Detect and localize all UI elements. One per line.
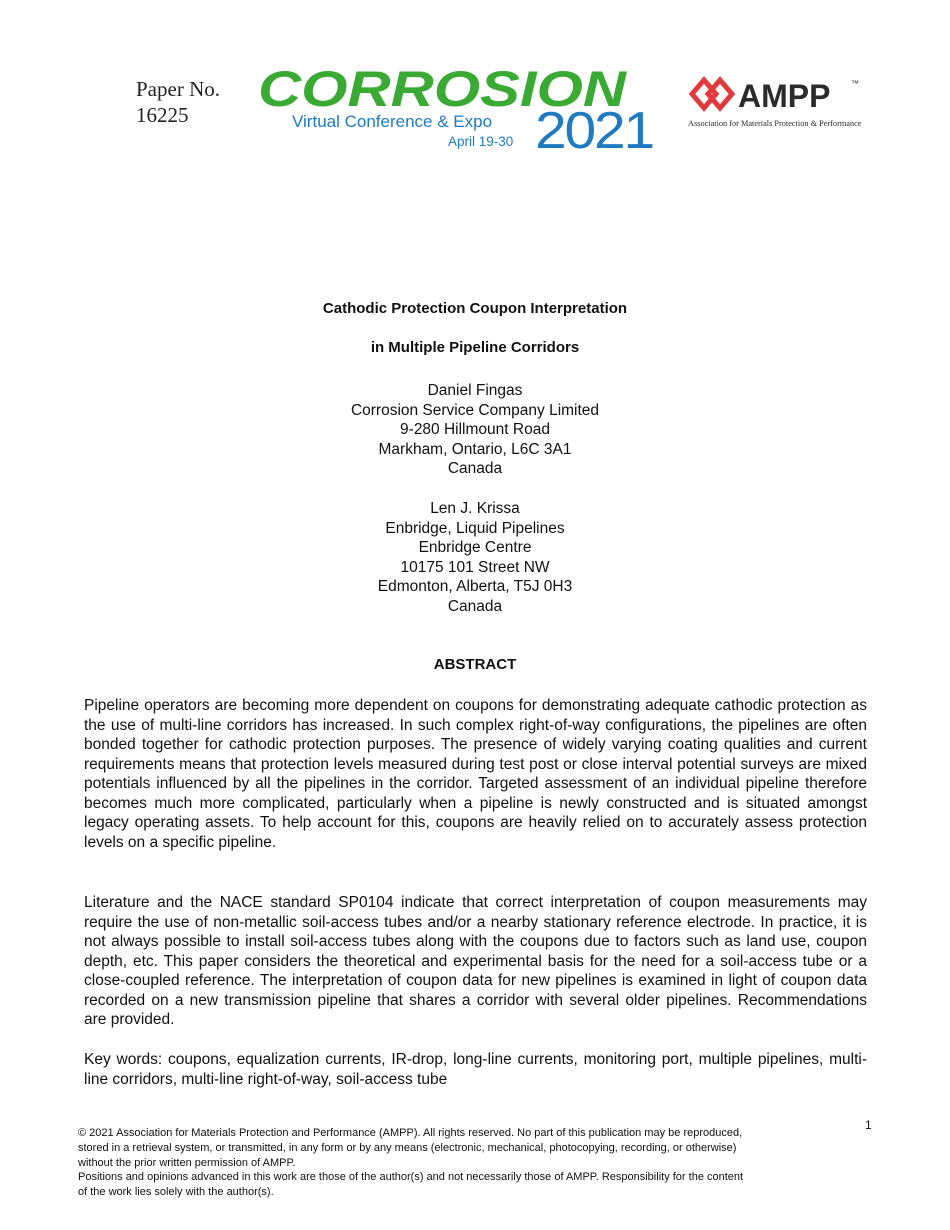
abstract-heading: ABSTRACT: [433, 656, 517, 673]
corrosion-logo-subtitle: Virtual Conference & Expo: [292, 112, 493, 131]
ampp-logo-tm: ™: [851, 79, 859, 88]
author-1-name: Daniel Fingas: [427, 382, 523, 399]
ampp-logo-word: AMPP: [738, 78, 831, 114]
footer-line-3: without the prior written permission of AMPP.: [78, 1156, 296, 1169]
author-block-1: [0, 381, 950, 479]
author-2-name: Len J. Krissa: [430, 500, 520, 517]
abstract-paragraph-1: Pipeline operators are becoming more dependent on coupons for demonstrating adequate cathodic protection as the use of multi-line corridors has increased. In such complex right-of-way configurations, the pipelines are often bonded together for cathodic protection purposes. The presence of widely varying coating qualities and current requirements means that protection levels measured during test post or close interval potential surveys are mixed potentials influenced by all the pipelines in the corridor. Targeted assessment of an individual pipeline therefore becomes much more complicated, particularly when a pipeline is newly constructed and is situated amongst legacy operating assets. To help account for this, coupons are heavily relied on to accurately assess protection levels on a specific pipeline.: [84, 697, 867, 851]
footer-line-1: © 2021 Association for Materials Protection and Performance (AMPP). All rights reserved. No part of this publication may be reproduced,: [78, 1127, 743, 1139]
author-2-city: Edmonton, Alberta, T5J 0H3: [377, 578, 573, 596]
author-block-2: [0, 499, 950, 617]
author-1-street: 9-280 Hillmount Road: [400, 421, 550, 439]
corrosion-logo-word: CORROSION: [258, 64, 628, 117]
author-2-company: Enbridge, Liquid Pipelines: [385, 519, 565, 537]
author-2-building: Enbridge Centre: [418, 539, 532, 557]
corrosion-logo-year: 2021: [535, 102, 654, 154]
author-2-country: Canada: [447, 597, 503, 615]
paper-title-line-1: Cathodic Protection Coupon Interpretation: [322, 300, 628, 317]
ampp-mark-icon: [692, 80, 732, 108]
footer-line-2: stored in a retrieval system, or transmitted, in any form or by any means (electronic, mechanical, photocopying, recording, or otherwise): [78, 1141, 737, 1154]
page-number: 1: [865, 1118, 872, 1132]
author-2-street: 10175 101 Street NW: [400, 558, 550, 576]
paper-no-value: 16225: [136, 103, 189, 127]
paper-number-label: [136, 76, 220, 128]
author-1-country: Canada: [447, 460, 503, 478]
abstract-paragraph-2: Literature and the NACE standard SP0104 indicate that correct interpretation of coupon measurements may require the use of non-metallic soil-access tubes and/or a nearby stationary reference electrode. In practice, it is not always possible to install soil-access tubes along with the coupons due to factors such as land use, coupon depth, etc. This paper considers the theoretical and experimental basis for the need for a soil-access tube or a close-coupled reference. The interpretation of coupon data for new pipelines is examined in light of coupon data recorded on a new transmission pipeline that shares a corridor with several older pipelines. Recommendations are provided.: [84, 894, 867, 1028]
paper-title-line-2: in Multiple Pipeline Corridors: [370, 339, 580, 356]
keywords-paragraph: Key words: coupons, equalization currents, IR-drop, long-line currents, monitoring port, multiple pipelines, multi-line corridors, multi-line right-of-way, soil-access tube: [84, 1051, 867, 1088]
paper-no-label: Paper No.: [136, 77, 220, 101]
corrosion-logo-dates: April 19-30: [448, 134, 514, 149]
footer-line-5: of the work lies solely with the author(s).: [78, 1186, 274, 1199]
footer-line-4: Positions and opinions advanced in this work are those of the author(s) and not necessarily those of AMPP. Responsibility for the content: [78, 1171, 744, 1184]
corrosion-2021-logo: [258, 64, 658, 154]
author-1-city: Markham, Ontario, L6C 3A1: [378, 440, 572, 458]
ampp-logo-tagline: Association for Materials Protection & Performance: [688, 119, 862, 128]
author-1-company: Corrosion Service Company Limited: [350, 401, 600, 419]
copyright-footer: [78, 1126, 858, 1200]
ampp-logo: [688, 72, 898, 132]
